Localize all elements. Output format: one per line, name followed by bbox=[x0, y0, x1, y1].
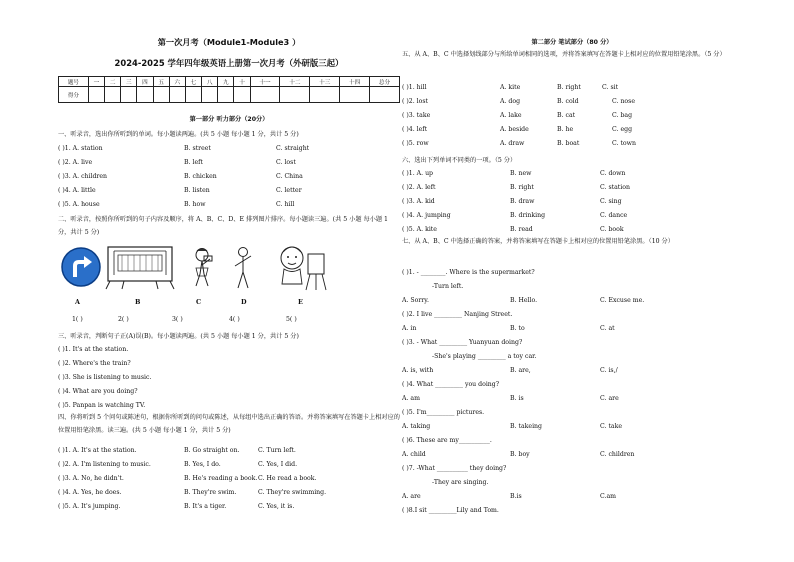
q1-option-a: ( )3. A. children bbox=[58, 173, 108, 180]
q6-option-b: B. read bbox=[510, 226, 533, 233]
q5-item bbox=[402, 84, 744, 93]
q7-options bbox=[402, 451, 744, 460]
girl-taking-picture bbox=[188, 246, 216, 288]
q7-question: ( )1. - ________. Where is the supermarket? bbox=[402, 269, 535, 276]
train-station-picture bbox=[104, 243, 176, 291]
q4-option-a: ( )4. A. Yes, he does. bbox=[58, 489, 122, 496]
score-table-header-row bbox=[59, 77, 400, 87]
q5-option-b: B. boat bbox=[557, 140, 580, 147]
q6-option-b: B. draw bbox=[510, 198, 535, 205]
score-blank-cell[interactable] bbox=[121, 87, 137, 103]
q6-option-b: B. drinking bbox=[510, 212, 546, 219]
q6-option-a: ( )1. A. up bbox=[402, 170, 434, 177]
q7-option-a: A. Sorry. bbox=[402, 297, 429, 304]
q7-option-c: C. at bbox=[600, 325, 615, 332]
q7-option-a: A. am bbox=[402, 395, 420, 402]
q6-option-b: B. right bbox=[510, 184, 534, 191]
q7-question: ( )8.I sit _________Lily and Tom. bbox=[402, 507, 499, 514]
q1-option-c: C. hill bbox=[276, 201, 295, 208]
q6-item bbox=[402, 170, 744, 179]
q7-option-c: C. Excuse me. bbox=[600, 297, 645, 304]
q6-option-c: C. station bbox=[600, 184, 630, 191]
score-cell: 一 bbox=[88, 77, 104, 87]
q4-option-a: ( )3. A. No, he didn't. bbox=[58, 475, 124, 482]
q7-options bbox=[402, 367, 744, 376]
q4-option-a: ( )5. A. It's jumping. bbox=[58, 503, 121, 510]
q5-option-a: A. lake bbox=[500, 112, 522, 119]
q1-item bbox=[58, 173, 400, 182]
picture-label-c: C bbox=[196, 298, 202, 306]
picture-label-d: D bbox=[241, 298, 247, 306]
q7-option-b: B. takeing bbox=[510, 423, 542, 430]
score-label-cell: 得分 bbox=[59, 87, 89, 103]
part2-heading: 第二部分 笔试部分（80 分） bbox=[531, 39, 613, 46]
q4-option-c: C. Turn left. bbox=[258, 447, 296, 454]
score-cell: 总分 bbox=[370, 77, 400, 87]
q6-option-a: ( )2. A. left bbox=[402, 184, 436, 191]
q7-question: ( )2. I live _________ Nanjing Street. bbox=[402, 311, 513, 318]
q6-option-c: C. sing bbox=[600, 198, 622, 205]
score-cell: 十三 bbox=[310, 77, 340, 87]
q4-item bbox=[58, 503, 400, 512]
q4-option-c: C. Yes, I did. bbox=[258, 461, 298, 468]
picture-label-b: B bbox=[135, 298, 141, 306]
score-blank-cell[interactable] bbox=[88, 87, 104, 103]
q3-item: ( )5. Panpan is watching TV. bbox=[58, 402, 146, 409]
score-cell: 七 bbox=[185, 77, 201, 87]
q6-title: 六、选出下列单词不同类的一项。（5 分） bbox=[402, 157, 517, 164]
score-blank-cell[interactable] bbox=[370, 87, 400, 103]
q7-option-b: B. to bbox=[510, 325, 525, 332]
q7-option-b: B. are, bbox=[510, 367, 531, 374]
q1-item bbox=[58, 159, 400, 168]
q5-stem: ( )3. take bbox=[402, 112, 431, 119]
q5-option-a: A. draw bbox=[500, 140, 525, 147]
q1-item bbox=[58, 187, 400, 196]
q3-item: ( )4. What are you doing? bbox=[58, 388, 138, 395]
picture-label-a: A bbox=[75, 298, 80, 306]
q3-item: ( )2. Where's the train? bbox=[58, 360, 131, 367]
score-blank-cell[interactable] bbox=[185, 87, 201, 103]
q5-option-a: A. beside bbox=[500, 126, 529, 133]
q5-item bbox=[402, 126, 744, 135]
q5-option-a: A. dog bbox=[500, 98, 521, 105]
q4-item bbox=[58, 475, 400, 484]
q7-reply: -They are singing. bbox=[432, 479, 489, 486]
q6-item bbox=[402, 198, 744, 207]
q6-option-a: ( )3. A. kid bbox=[402, 198, 435, 205]
q7-option-c: C. take bbox=[600, 423, 623, 430]
score-cell: 五 bbox=[153, 77, 169, 87]
q5-stem: ( )5. row bbox=[402, 140, 429, 147]
q5-option-c: C. sit bbox=[602, 84, 619, 91]
q6-option-a: ( )5. A. kite bbox=[402, 226, 437, 233]
q7-options bbox=[402, 423, 744, 432]
score-table-score-row bbox=[59, 87, 400, 103]
score-cell: 四 bbox=[137, 77, 153, 87]
q1-option-b: B. street bbox=[184, 145, 211, 152]
q7-option-b: B.is bbox=[510, 493, 522, 500]
q4-option-b: B. Yes, I do. bbox=[184, 461, 221, 468]
q7-question: ( )6. These are my__________. bbox=[402, 437, 492, 444]
score-cell: 六 bbox=[169, 77, 185, 87]
q6-option-a: ( )4. A. jumping bbox=[402, 212, 451, 219]
q4-option-a: ( )2. A. I'm listening to music. bbox=[58, 461, 151, 468]
q7-option-a: A. taking bbox=[402, 423, 431, 430]
q4-option-b: B. Go straight on. bbox=[184, 447, 240, 454]
q7-options bbox=[402, 493, 744, 502]
q6-option-c: C. book bbox=[600, 226, 624, 233]
score-blank-cell[interactable] bbox=[340, 87, 370, 103]
q3-item: ( )1. It's at the station. bbox=[58, 346, 129, 353]
q7-option-c: C. are bbox=[600, 395, 619, 402]
score-cell: 二 bbox=[105, 77, 121, 87]
q7-option-a: A. are bbox=[402, 493, 421, 500]
score-blank-cell[interactable] bbox=[234, 87, 250, 103]
turn-right-sign-picture bbox=[60, 246, 102, 288]
q7-options bbox=[402, 395, 744, 404]
boy-with-easel-picture bbox=[276, 244, 328, 292]
score-blank-cell[interactable] bbox=[169, 87, 185, 103]
q6-item bbox=[402, 184, 744, 193]
q7-reply: -She's playing _________ a toy car. bbox=[432, 353, 537, 360]
q4-option-b: B. He's reading a book. bbox=[184, 475, 258, 482]
q2-title: 二、听录音，按照你所听到的句子内容及顺序，将 A、B、C、D、E 排列图片排序。每小题读三遍。(共 5 小题 每小题 1 分，共计 5 分) bbox=[58, 216, 388, 236]
exam-subtitle: 2024-2025 学年四年级英语上册第一次月考（外研版三起） bbox=[114, 58, 344, 68]
q7-options bbox=[402, 297, 744, 306]
q2-answer-blank[interactable]: 5( ) bbox=[286, 316, 297, 323]
boy-standing-picture bbox=[232, 246, 254, 290]
q7-option-a: A. in bbox=[402, 325, 417, 332]
score-blank-cell[interactable] bbox=[153, 87, 169, 103]
score-cell: 十一 bbox=[250, 77, 280, 87]
q4-option-c: C. Yes, it is. bbox=[258, 503, 295, 510]
q1-item bbox=[58, 201, 400, 210]
q1-option-c: C. letter bbox=[276, 187, 302, 194]
q4-option-a: ( )1. A. It's at the station. bbox=[58, 447, 137, 454]
q1-option-b: B. chicken bbox=[184, 173, 217, 180]
score-blank-cell[interactable] bbox=[105, 87, 121, 103]
score-table bbox=[58, 76, 400, 103]
q7-option-c: C. children bbox=[600, 451, 635, 458]
q2-answer-blank[interactable]: 2( ) bbox=[118, 316, 129, 323]
q7-option-b: B. boy bbox=[510, 451, 530, 458]
q5-item bbox=[402, 112, 744, 121]
q4-item bbox=[58, 461, 400, 470]
q3-item: ( )3. She is listening to music. bbox=[58, 374, 152, 381]
score-cell: 十四 bbox=[340, 77, 370, 87]
q6-option-c: C. dance bbox=[600, 212, 628, 219]
q7-option-b: B. is bbox=[510, 395, 524, 402]
q5-option-b: B. cold bbox=[557, 98, 579, 105]
part1-heading: 第一部分 听力部分（20分） bbox=[189, 116, 269, 123]
score-blank-cell[interactable] bbox=[310, 87, 340, 103]
q5-stem: ( )2. lost bbox=[402, 98, 429, 105]
q4-title: 四、你将听到 5 个问句或陈述句，根据你所听到的问句或陈述，从每组中选出正确的答语。并将答案填写在答题卡上相对应的位置用铅笔涂黑。读三遍。(共 5 小题 每小题 1 分，共计 5 分) bbox=[58, 414, 400, 434]
q2-answer-blank[interactable]: 1( ) bbox=[72, 316, 83, 323]
q4-option-b: B. They're swim. bbox=[184, 489, 237, 496]
exam-title: 第一次月考（Module1-Module3 ） bbox=[157, 37, 301, 47]
score-blank-cell[interactable] bbox=[137, 87, 153, 103]
q7-option-c: C. is,/ bbox=[600, 367, 618, 374]
score-blank-cell[interactable] bbox=[218, 87, 234, 103]
q6-item bbox=[402, 212, 744, 221]
q5-option-c: C. egg bbox=[612, 126, 633, 133]
q7-option-b: B. Hello. bbox=[510, 297, 538, 304]
q7-option-c: C.am bbox=[600, 493, 617, 500]
score-blank-cell[interactable] bbox=[280, 87, 310, 103]
q5-stem: ( )4. left bbox=[402, 126, 428, 133]
q4-option-c: C. He read a book. bbox=[258, 475, 317, 482]
q6-option-c: C. down bbox=[600, 170, 626, 177]
q1-option-a: ( )1. A. station bbox=[58, 145, 103, 152]
q2-answer-blank[interactable]: 3( ) bbox=[172, 316, 183, 323]
q7-question: ( )7. -What __________ they doing? bbox=[402, 465, 507, 472]
q7-option-a: A. child bbox=[402, 451, 426, 458]
q2-answer-blank[interactable]: 4( ) bbox=[229, 316, 240, 323]
score-cell: 十 bbox=[234, 77, 250, 87]
q5-option-c: C. nose bbox=[612, 98, 635, 105]
q1-option-b: B. listen bbox=[184, 187, 210, 194]
q7-reply: -Turn left. bbox=[432, 283, 464, 290]
q5-item bbox=[402, 140, 744, 149]
score-cell: 九 bbox=[218, 77, 234, 87]
q1-option-a: ( )2. A. live bbox=[58, 159, 93, 166]
q1-option-a: ( )4. A. little bbox=[58, 187, 96, 194]
score-blank-cell[interactable] bbox=[250, 87, 280, 103]
q7-options bbox=[402, 325, 744, 334]
q1-option-c: C. straight bbox=[276, 145, 310, 152]
q5-option-a: A. kite bbox=[500, 84, 521, 91]
q5-stem: ( )1. hill bbox=[402, 84, 427, 91]
picture-label-e: E bbox=[298, 298, 303, 306]
q5-option-c: C. town bbox=[612, 140, 636, 147]
score-cell: 十二 bbox=[280, 77, 310, 87]
q6-option-b: B. new bbox=[510, 170, 532, 177]
q1-option-b: B. left bbox=[184, 159, 203, 166]
score-cell: 八 bbox=[202, 77, 218, 87]
q7-option-a: A. is, with bbox=[402, 367, 434, 374]
q3-title: 三、听录音，判断句子正(A)误(B)。每小题读两遍。(共 5 小题 每小题 1 分，共计 5 分) bbox=[58, 333, 299, 340]
q4-option-c: C. They're swimming. bbox=[258, 489, 327, 496]
score-blank-cell[interactable] bbox=[202, 87, 218, 103]
q5-item bbox=[402, 98, 744, 107]
q7-question: ( )3. - What _________ Yuanyuan doing? bbox=[402, 339, 523, 346]
q5-option-b: B. right bbox=[557, 84, 581, 91]
q4-item bbox=[58, 489, 400, 498]
q5-title: 五、从 A、B、C 中选择划线部分与所给单词相同的选项，并将答案填写在答题卡上相对应的位置用铅笔涂黑。（5 分） bbox=[402, 51, 726, 58]
q6-item bbox=[402, 226, 744, 235]
q4-option-b: B. It's a tiger. bbox=[184, 503, 227, 510]
q1-item bbox=[58, 145, 400, 154]
q5-option-b: B. he bbox=[557, 126, 574, 133]
q7-title: 七、从 A、B、C 中选择正确的答案，并将答案填写在答题卡上相对应的位置用铅笔涂黑。（10 分） bbox=[402, 238, 674, 245]
q5-option-c: C. bag bbox=[612, 112, 633, 119]
score-cell: 题号 bbox=[59, 77, 89, 87]
q1-option-b: B. how bbox=[184, 201, 206, 208]
q1-option-a: ( )5. A. house bbox=[58, 201, 100, 208]
q1-title: 一、听录音，选出你所听到的单词。每小题读两遍。(共 5 小题 每小题 1 分，共计 5 分) bbox=[58, 131, 299, 138]
q7-question: ( )4. What _________ you doing? bbox=[402, 381, 500, 388]
q1-option-c: C. China bbox=[276, 173, 303, 180]
score-cell: 三 bbox=[121, 77, 137, 87]
q7-question: ( )5. I'm_________ pictures. bbox=[402, 409, 485, 416]
q1-option-c: C. lost bbox=[276, 159, 296, 166]
q5-option-b: B. cat bbox=[557, 112, 576, 119]
q4-item bbox=[58, 447, 400, 456]
